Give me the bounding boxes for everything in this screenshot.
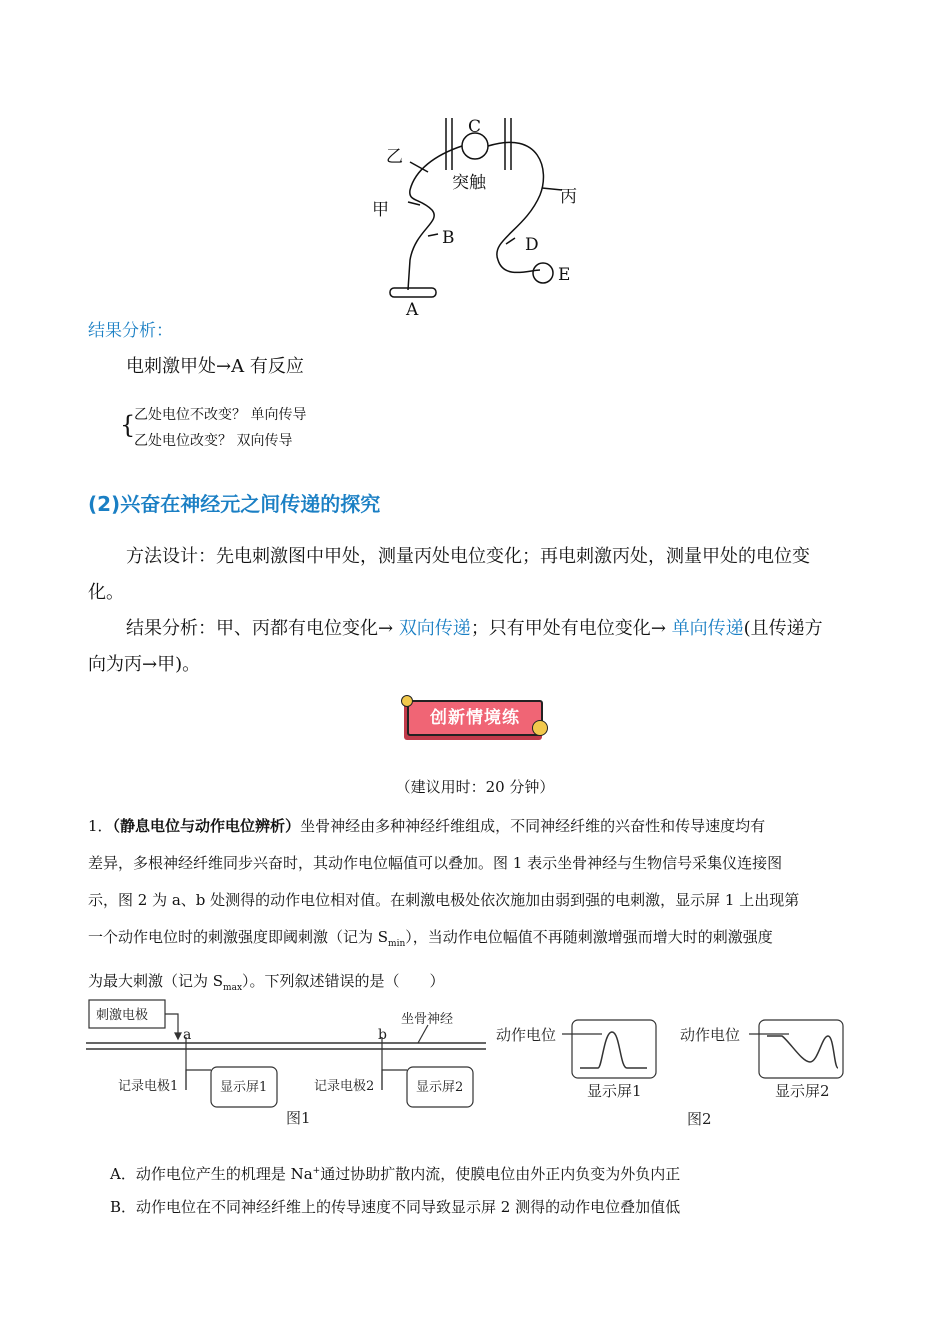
result-line-1 [126,612,823,646]
option-a-sup: + [312,1166,321,1176]
question-1 [88,808,868,1007]
fig2-screen2: 显示屏2 [775,1082,830,1100]
label-b: B [442,228,455,248]
section-heading: (2)兴奋在神经元之间传递的探究 [88,492,381,516]
label-c: C [468,117,482,137]
stimulus-line-pre: 电刺激甲处 [126,356,216,377]
result-mid: ；只有甲处有电位变化 [470,618,651,639]
result-post: (且传递方 [743,618,823,639]
screen1-label: 显示屏1 [220,1080,268,1095]
stimulus-line-post: A 有反应 [231,356,304,377]
ap-label-1: 动作电位 [496,1026,557,1044]
point-b: b [378,1027,387,1043]
result-unidirectional: 单向传递 [671,618,744,639]
question-line-4 [88,919,868,963]
label-yi: 乙 [386,147,403,167]
figure-2 [492,1012,852,1132]
q5-pre: 为最大刺激（记为 S [88,972,224,990]
practice-banner [404,698,546,740]
question-text-1: 坐骨神经由多种神经纤维组成，不同神经纤维的兴奋性和传导速度均有 [300,817,766,835]
option-a-pre: A．动作电位产生的机理是 Na [110,1165,313,1183]
q4-post: ），当动作电位幅值不再随刺激增强而增大时的刺激强度 [405,928,773,946]
figure1-caption: 图1 [286,1109,311,1127]
brace-line-2: 乙处电位改变？ 双向传导 [134,433,293,449]
arrow-icon: → [378,618,399,639]
question-line-2: 差异，多根神经纤维同步兴奋时，其动作电位幅值可以叠加。图 1 表示坐骨神经与生物信号采集仪连接图 [88,854,783,872]
arrow-icon: → [216,356,232,377]
q5-sub: max [223,983,243,993]
label-d: D [525,235,539,255]
arrow-icon: → [650,618,672,639]
brace-icon: { [120,411,136,439]
option-a-post: 通过协助扩散内流，使膜电位由外正内负变为外负内正 [320,1165,681,1183]
brace-options [134,402,306,454]
result-analysis-title: 结果分析： [88,321,173,341]
q4-sub: min [388,939,406,949]
result-pre: 结果分析：甲、丙都有电位变化 [126,618,378,639]
result-line-2: 向为丙→甲)。 [88,654,201,675]
stimulus-line [126,350,304,384]
stim-electrode-label: 刺激电极 [96,1008,149,1023]
point-a: a [183,1027,192,1043]
method-line-1: 方法设计：先电刺激图中甲处，测量丙处电位变化；再电刺激丙处，测量甲处的电位变 [126,546,810,567]
banner-label: 创新情境练 [430,708,520,728]
screen2-label: 显示屏2 [416,1080,464,1095]
option-b: B．动作电位在不同神经纤维上的传导速度不同导致显示屏 2 测得的动作电位叠加值低 [110,1198,681,1216]
question-line-3: 示，图 2 为 a、b 处测得的动作电位相对值。在刺激电极处依次施加由弱到强的电刺激，显示屏 1 上出现第 [88,891,800,909]
label-e: E [558,265,571,285]
sciatic-label: 坐骨神经 [401,1012,454,1027]
question-line-1 [88,808,868,845]
banner-badge-icon [532,720,548,736]
neuron-diagram [372,110,590,320]
time-hint: （建议用时：20 分钟） [395,778,555,796]
question-tag: （静息电位与动作电位辨析） [112,817,301,835]
rec1-label: 记录电极1 [118,1079,179,1094]
figure2-caption: 图2 [687,1110,712,1128]
banner-dot-icon [401,695,413,707]
label-a: A [406,300,419,320]
result-bidirectional: 双向传递 [398,618,471,639]
q5-post: ）。下列叙述错误的是（ ） [242,972,445,990]
label-synapse: 突触 [452,173,486,193]
method-line-2: 化。 [88,582,124,603]
rec2-label: 记录电极2 [314,1079,375,1094]
fig2-screen1: 显示屏1 [587,1082,642,1100]
figure-1 [86,995,491,1130]
label-bing: 丙 [560,187,577,207]
question-number: 1． [88,817,113,835]
brace-line-1: 乙处电位不改变？ 单向传导 [134,407,307,423]
q4-pre: 一个动作电位时的刺激强度即阈刺激（记为 S [88,928,389,946]
option-a [110,1158,680,1187]
ap-label-2: 动作电位 [680,1026,741,1044]
label-jia: 甲 [372,200,389,220]
